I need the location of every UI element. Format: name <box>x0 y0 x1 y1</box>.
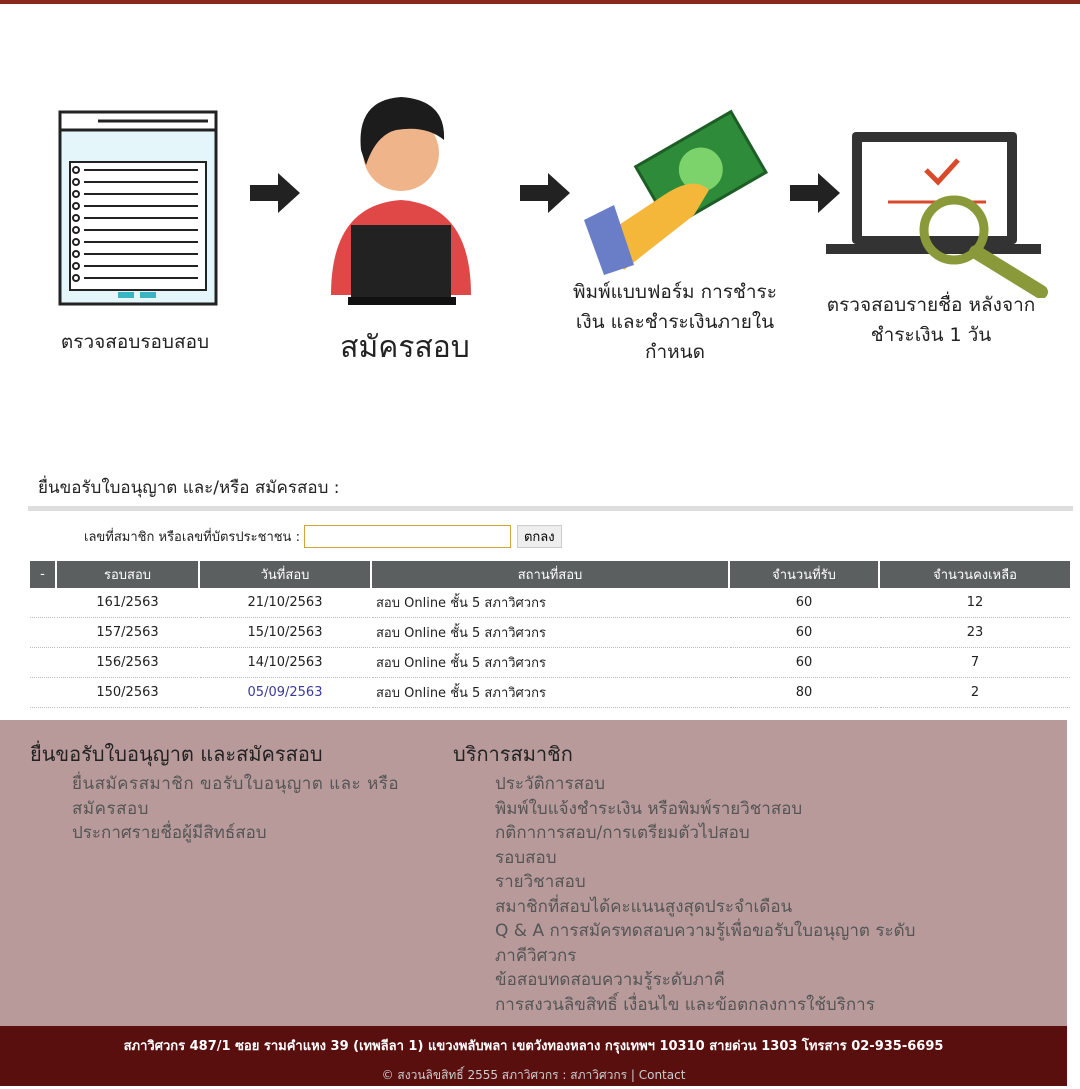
remaining-cell: 23 <box>880 618 1070 648</box>
place-cell: สอบ Online ชั้น 5 สภาวิศวกร <box>372 678 728 708</box>
step-caption: พิมพ์แบบฟอร์ม การชำระเงิน และชำระเงินภายใน กำหนด <box>573 281 777 363</box>
step-caption: ตรวจสอบรายชื่อ หลังจากชำระเงิน 1 วัน <box>826 294 1036 346</box>
capacity-cell: 80 <box>730 678 878 708</box>
capacity-cell: 60 <box>730 648 878 678</box>
payment-money-icon <box>584 105 769 275</box>
footer-link[interactable]: ข้อสอบทดสอบความรู้ระดับภาคี <box>495 970 725 990</box>
round-cell: 156/2563 <box>57 648 198 678</box>
footer-address: สภาวิศวกร 487/1 ซอย รามคำแหง 39 (เทพลีลา 1) แขวงพลับพลา เขตวังทองหลาง กรุงเทพฯ 10310 สายด่วน 1303 โทรสาร 02-935-6695 <box>123 1039 944 1054</box>
footer-link[interactable]: รายวิชาสอบ <box>495 872 586 892</box>
member-search-form <box>84 525 562 548</box>
place-cell: สอบ Online ชั้น 5 สภาวิศวกร <box>372 588 728 618</box>
arrow-right-icon <box>520 173 570 213</box>
column-header: จำนวนคงเหลือ <box>880 561 1070 588</box>
person-laptop-icon <box>326 95 476 307</box>
contact-link[interactable]: Contact <box>638 1068 686 1082</box>
date-cell: 14/10/2563 <box>200 648 370 678</box>
date-cell: 15/10/2563 <box>200 618 370 648</box>
footer-link[interactable]: สมาชิกที่สอบได้คะแนนสูงสุดประจำเดือน <box>495 896 793 917</box>
divider <box>28 506 1073 511</box>
footer-column-services <box>453 738 1013 1017</box>
footer-links-panel <box>0 720 1067 1026</box>
column-header: วันที่สอบ <box>200 561 370 588</box>
footer-link[interactable]: การสงวนลิขสิทธิ์ เงื่อนไข และข้อตกลงการใช้บริการ <box>495 994 875 1015</box>
footer-link[interactable]: ยื่นสมัครสมาชิก ขอรับใบอนุญาต และ หรือ สมัครสอบ <box>72 774 400 819</box>
footer-link[interactable]: รอบสอบ <box>495 847 557 868</box>
column-header: รอบสอบ <box>57 561 198 588</box>
submit-button[interactable]: ตกลง <box>517 525 562 548</box>
table-row[interactable] <box>30 618 1070 648</box>
place-cell: สอบ Online ชั้น 5 สภาวิศวกร <box>372 648 728 678</box>
member-id-input[interactable] <box>304 525 511 548</box>
date-link[interactable]: 05/09/2563 <box>247 685 323 700</box>
step-caption: สมัครสอบ <box>340 330 470 365</box>
schedule-list-icon <box>58 110 218 306</box>
copyright-text: © สงวนลิขสิทธิ์ 2555 สภาวิศวกร : สภาวิศวกร | <box>381 1068 635 1082</box>
round-cell: 150/2563 <box>57 678 198 708</box>
footer-link[interactable]: ประวัติการสอบ <box>495 774 605 794</box>
footer-link[interactable]: พิมพ์ใบแจ้งชำระเงิน หรือพิมพ์รายวิชาสอบ <box>495 798 803 819</box>
search-label: เลขที่สมาชิก หรือเลขที่บัตรประชาชน : <box>84 530 300 545</box>
footer-heading: ยื่นขอรับใบอนุญาต และสมัครสอบ <box>30 742 323 766</box>
table-row[interactable] <box>30 588 1070 618</box>
step-caption: ตรวจสอบรอบสอบ <box>60 331 210 353</box>
column-header: สถานที่สอบ <box>372 561 728 588</box>
remaining-cell: 2 <box>880 678 1070 708</box>
capacity-cell: 60 <box>730 588 878 618</box>
footer-column-apply <box>30 738 430 846</box>
footer-link[interactable]: ประกาศรายชื่อผู้มีสิทธ์สอบ <box>72 823 267 843</box>
laptop-magnifier-icon <box>826 130 1048 298</box>
arrow-right-icon <box>250 173 300 213</box>
column-header: จำนวนที่รับ <box>730 561 878 588</box>
column-header: - <box>30 561 55 588</box>
capacity-cell: 60 <box>730 618 878 648</box>
remaining-cell: 12 <box>880 588 1070 618</box>
section-title: ยื่นขอรับใบอนุญาต และ/หรือ สมัครสอบ : <box>38 478 340 498</box>
round-cell: 161/2563 <box>57 588 198 618</box>
remaining-cell: 7 <box>880 648 1070 678</box>
footer-link[interactable]: Q & A การสมัครทดสอบความรู้เพื่อขอรับใบอนุญาต ระดับภาคีวิศวกร <box>495 921 916 966</box>
site-footer <box>0 1026 1067 1086</box>
footer-link[interactable]: กติกาการสอบ/การเตรียมตัวไปสอบ <box>495 823 750 843</box>
exam-rounds-table <box>28 561 1072 708</box>
date-cell: 21/10/2563 <box>200 588 370 618</box>
table-row[interactable] <box>30 648 1070 678</box>
place-cell: สอบ Online ชั้น 5 สภาวิศวกร <box>372 618 728 648</box>
table-row[interactable] <box>30 678 1070 708</box>
top-accent-bar <box>0 0 1080 4</box>
footer-heading: บริการสมาชิก <box>453 742 573 766</box>
round-cell: 157/2563 <box>57 618 198 648</box>
date-cell <box>200 678 370 708</box>
